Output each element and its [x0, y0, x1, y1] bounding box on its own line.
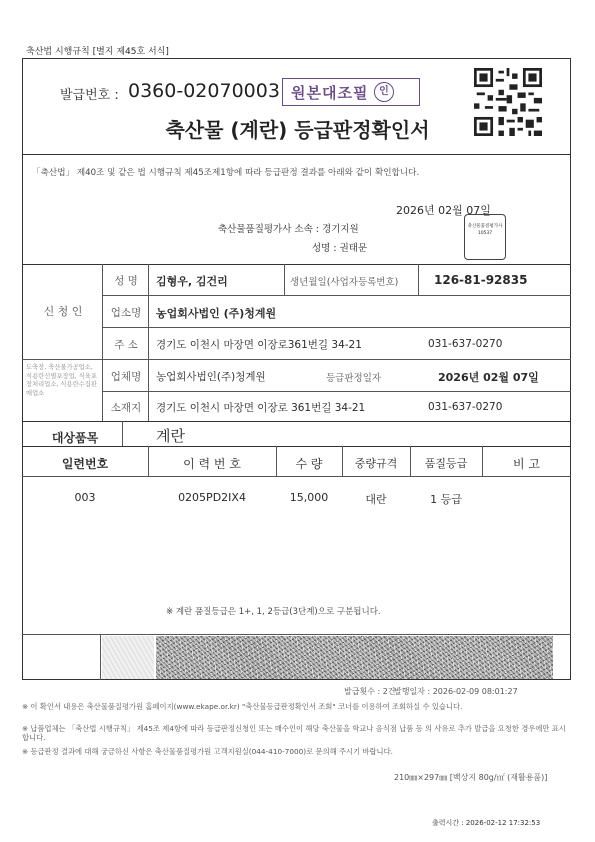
evaluator-name: 성명 : 권태문: [312, 243, 368, 254]
bizno-label: 생년월일(사업자등록번호): [290, 277, 399, 288]
row-trace-no: 0205PD2IX4: [178, 491, 246, 504]
header-trace-no: 이 력 번 호: [183, 457, 241, 471]
evaluator-affiliation: 축산물품질평가사 소속 : 경기지원: [218, 224, 359, 235]
seal-text: 축산물품질평가사 10537: [467, 224, 503, 236]
row-line: [22, 476, 571, 477]
row-line: [102, 391, 571, 392]
row-line: [102, 327, 571, 328]
header-serial: 일련번호: [61, 457, 109, 471]
location-label: 소재지: [110, 402, 142, 414]
product-label: 대상품목: [51, 431, 99, 445]
name-label: 성 명: [114, 275, 138, 287]
row-line: [22, 634, 571, 635]
grade-note: ※ 계란 품질등급은 1+, 1, 2등급(3단계)으로 구분됩니다.: [166, 607, 381, 617]
col-line: [148, 264, 149, 421]
product-value: 계란: [156, 427, 185, 445]
col-line: [284, 264, 285, 295]
row-line: [22, 446, 571, 447]
business-type-label: 도축장, 축산물가공업소, 식용란선별포장업, 식육포장처리업소, 식용란수집판매업소: [26, 364, 97, 397]
business-name-value: 농업회사법인(주)청계원: [156, 371, 266, 383]
company-label: 업소명: [110, 307, 142, 319]
watermark-pattern: [102, 636, 154, 679]
stamp-text: 원본대조필: [291, 83, 369, 102]
issue-datetime: 발행일자 : 2026-02-09 08:01:27: [394, 687, 518, 696]
company-value: 농업회사법인 (주)청계원: [156, 307, 277, 320]
row-serial: 003: [74, 491, 96, 504]
col-line: [418, 264, 419, 295]
print-time: 출력시간 : 2026-02-12 17:32:53: [432, 819, 541, 827]
row-quantity: 15,000: [289, 491, 329, 504]
divider: [22, 154, 571, 155]
original-verified-stamp: [282, 78, 420, 106]
row-line: [102, 295, 571, 296]
issue-no-label: 발급번호 :: [60, 88, 119, 103]
col-line: [100, 634, 101, 680]
grading-date-label: 등급판정일자: [326, 373, 382, 384]
address-phone: 031-637-0270: [428, 338, 503, 350]
address-label: 주 소: [114, 339, 138, 351]
certificate-date: 2026년 02월 07일: [396, 204, 491, 217]
stamp-seal-mark: 인: [374, 82, 394, 102]
header-quantity: 수 량: [295, 457, 323, 471]
applicant-section-label: 신 청 인: [43, 305, 83, 318]
location-phone: 031-637-0270: [428, 401, 503, 413]
address-value: 경기도 이천시 마장면 이장로361번길 34-21: [156, 339, 362, 351]
col-line: [102, 264, 103, 421]
document-title: 축산물 (계란) 등급판정확인서: [165, 118, 430, 142]
header-quality-grade: 품질등급: [424, 457, 468, 470]
header-remarks: 비 고: [513, 457, 540, 471]
bizno-value: 126-81-92835: [434, 273, 528, 287]
issue-count: 발급횟수 : 2건: [344, 687, 396, 696]
paper-spec: 210㎜×297㎜ [백상지 80g/㎡ (재활용품)]: [394, 773, 548, 782]
header-weight-spec: 중량규격: [354, 457, 398, 470]
footer-note-3: ※ 등급판정 결과에 대해 궁금하신 사항은 축산물품질평가원 고객지원실(044-410-7000)로 문의해 주시기 바랍니다.: [22, 747, 393, 756]
grading-date-value: 2026년 02월 07일: [438, 371, 539, 384]
name-value: 김형우, 김건리: [156, 275, 228, 288]
footer-note-2: ※ 납품업체는 「축산법 시행규칙」 제45조 제4항에 따라 등급판정신청인 또는 매수인이 해당 축산물을 학교나 음식점 납품 등 의 사유로 추가 발급을 요청한 경우에만 표시합니다.: [22, 724, 566, 742]
form-reference: 축산법 시행규칙 [별지 제45호 서식]: [26, 47, 169, 57]
row-quality-grade: 1 등급: [430, 493, 462, 506]
row-weight-spec: 대란: [365, 493, 387, 506]
business-name-label: 업체명: [110, 371, 142, 383]
row-line: [22, 421, 571, 422]
table-border: [22, 264, 571, 265]
footer-note-1: ※ 이 확인서 내용은 축산물품질평가원 홈페이지(www.ekape.or.kr) "축산물등급판정확인서 조회" 코너를 이용하여 조회하실 수 있습니다.: [22, 702, 463, 711]
issue-no: 0360-02070003: [128, 80, 280, 102]
location-value: 경기도 이천시 마장면 이장로 361번길 34-21: [156, 402, 366, 414]
security-pattern: [156, 636, 553, 679]
evaluator-seal: [464, 214, 506, 260]
row-line: [22, 359, 571, 360]
intro-text: 「축산법」 제40조 및 같은 법 시행규칙 제45조제1항에 따라 등급판정 결과를 아래와 같이 확인합니다.: [32, 168, 420, 178]
col-line: [122, 421, 123, 446]
